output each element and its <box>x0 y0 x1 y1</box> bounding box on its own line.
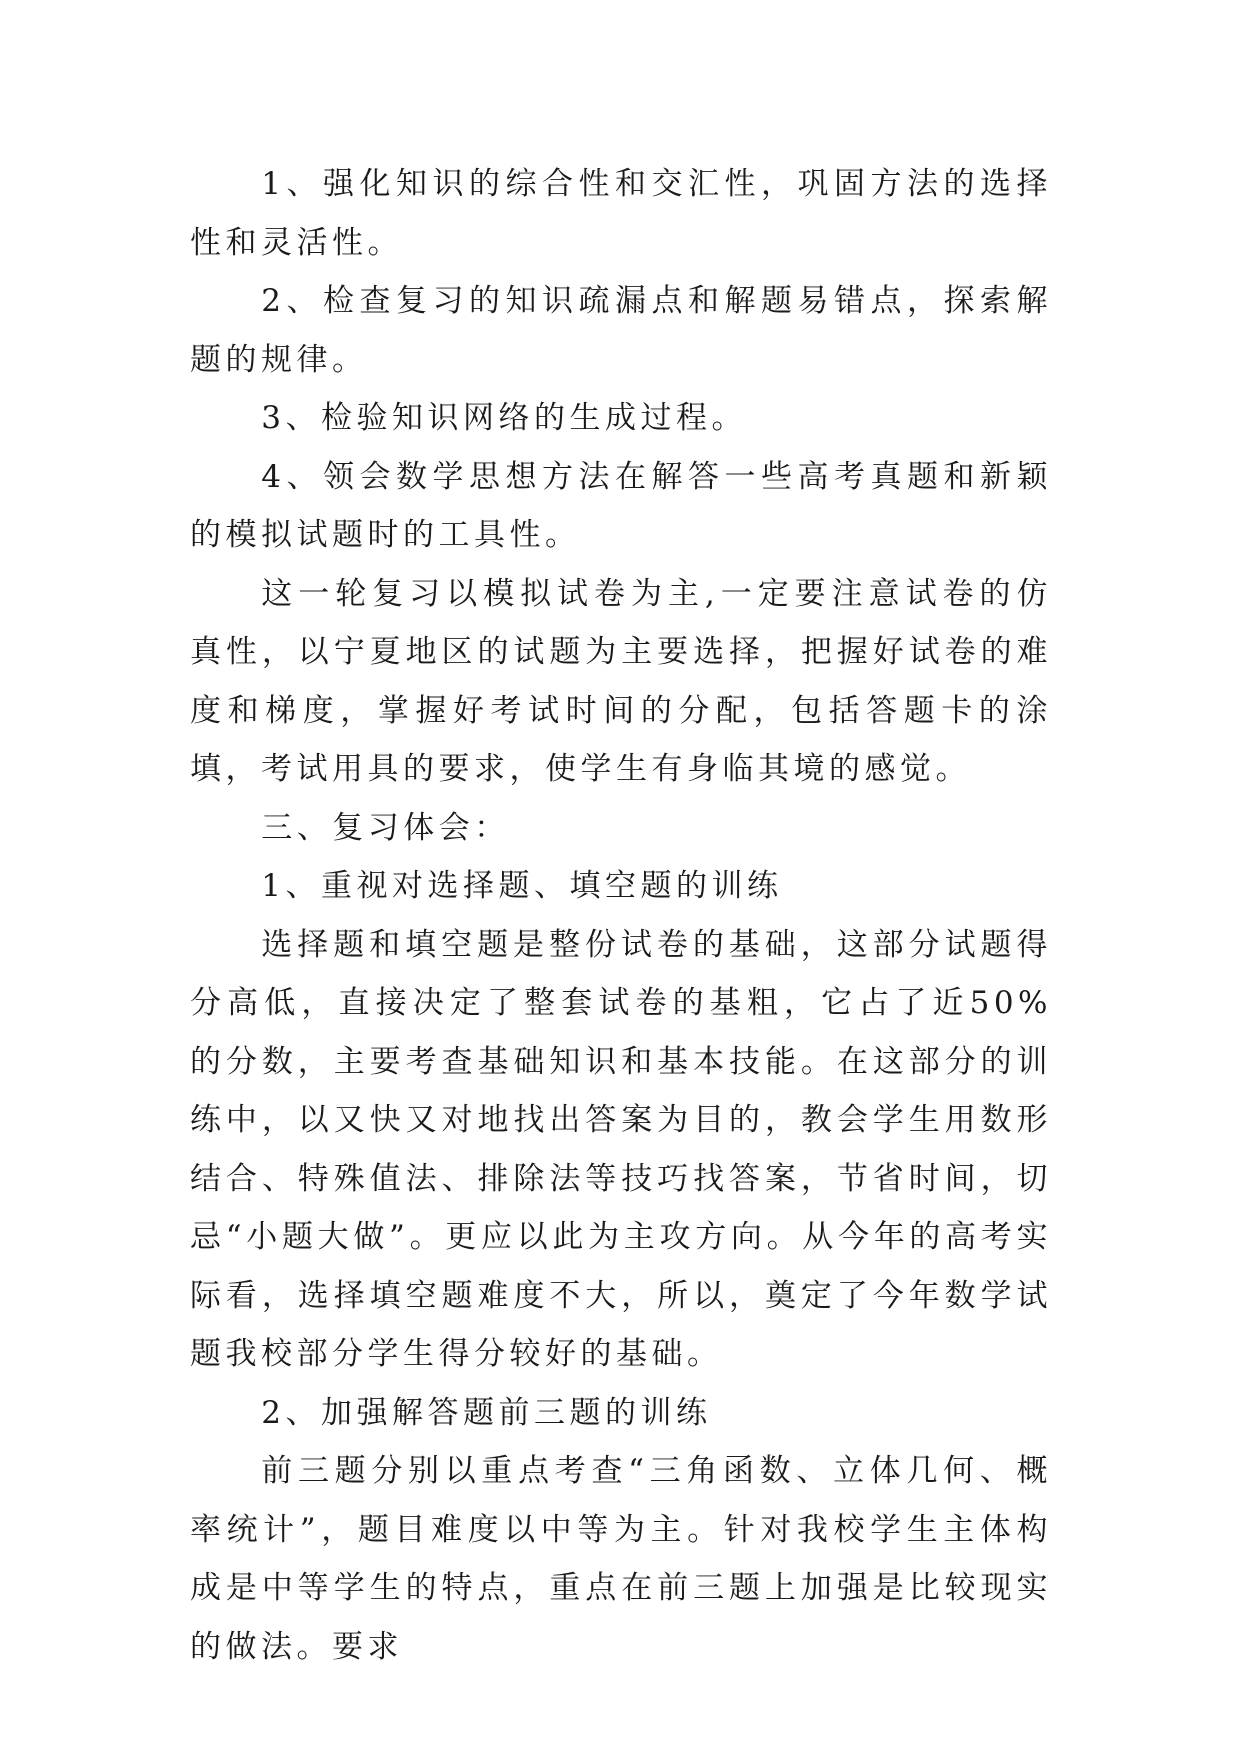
paragraph-mock-exam: 这一轮复习以模拟试卷为主,一定要注意试卷的仿真性，以宁夏地区的试题为主要选择，把握好试卷的难度和梯度，掌握好考试时间的分配，包括答题卡的涂填，考试用具的要求，使学生有身临其境的感觉。 <box>190 575 1052 787</box>
paragraph-first-three-body: 前三题分别以重点考查“三角函数、立体几何、概率统计”，题目难度以中等为主。针对我校学生主体构成是中等学生的特点，重点在前三题上加强是比较现实的做法。要求 <box>190 1453 1052 1665</box>
paragraph-review-goal-1: 1、强化知识的综合性和交汇性，巩固方法的选择性和灵活性。 <box>190 166 1052 261</box>
subheading-choice-fill-training: 1、重视对选择题、填空题的训练 <box>261 868 783 904</box>
paragraph-review-goal-4: 4、领会数学思想方法在解答一些高考真题和新颖的模拟试题时的工具性。 <box>190 458 1052 553</box>
section-heading-review-reflections: 三、复习体会： <box>261 809 510 846</box>
document-body <box>190 155 1052 1676</box>
paragraph-review-goal-2: 2、检查复习的知识疏漏点和解题易错点，探索解题的规律。 <box>190 283 1052 378</box>
subheading-first-three-questions: 2、加强解答题前三题的训练 <box>261 1394 712 1431</box>
paragraph-choice-fill-body: 选择题和填空题是整份试卷的基础，这部分试题得分高低，直接决定了整套试卷的基粗，它占了近50%的分数，主要考查基础知识和基本技能。在这部分的训练中，以又快又对地找出答案为目的，教会学生用数形结合、特殊值法、排除法等技巧找答案，节省时间，切忌“小题大做”。更应以此为主攻方向。从今年的高考实际看，选择填空题难度不大，所以，奠定了今年数学试题我校部分学生得分较好的基础。 <box>190 926 1052 1372</box>
paragraph-review-goal-3: 3、检验知识网络的生成过程。 <box>261 400 748 436</box>
